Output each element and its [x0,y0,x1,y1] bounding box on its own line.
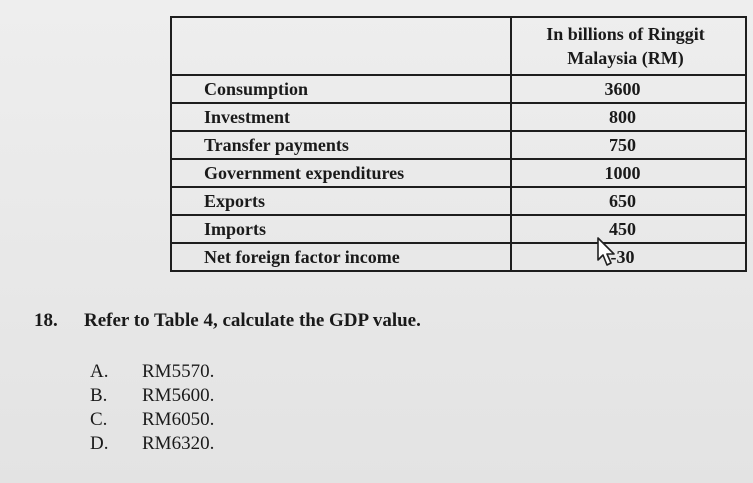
option-b[interactable] [90,384,214,408]
table-cell-value: 800 [511,103,746,131]
table-row [171,131,746,159]
table-header-blank [171,17,511,75]
table-cell-item: Government expenditures [171,159,511,187]
table-row [171,215,746,243]
question-text: Refer to Table 4, calculate the GDP value. [84,310,421,331]
table-cell-value: 3600 [511,75,746,103]
table-cell-value: 750 [511,131,746,159]
option-a[interactable] [90,360,214,384]
table-cell-item: Investment [171,103,511,131]
table-cell-value: -30 [511,243,746,271]
table-cell-item: Net foreign factor income [171,243,511,271]
table-row [171,75,746,103]
question-number: 18. [34,310,58,331]
table-cell-item: Exports [171,187,511,215]
option-text: RM5600. [142,385,215,406]
table-row [171,159,746,187]
answer-options [90,360,214,456]
question-18 [34,310,421,332]
option-letter: C. [90,409,108,430]
gdp-table [170,16,747,272]
table-row [171,103,746,131]
option-letter: D. [90,433,109,454]
option-text: RM5570. [142,361,215,382]
mouse-pointer-icon [596,236,618,268]
option-letter: A. [90,361,109,382]
table-cell-item: Consumption [171,75,511,103]
option-c[interactable] [90,408,214,432]
table-cell-item: Imports [171,215,511,243]
option-text: RM6320. [142,433,215,454]
option-text: RM6050. [142,409,215,430]
option-letter: B. [90,385,108,406]
table-cell-value: 650 [511,187,746,215]
table-cell-item: Transfer payments [171,131,511,159]
option-d[interactable] [90,432,214,456]
table-row [171,243,746,271]
table-header-row [171,17,746,75]
table-header-unit: In billions of Ringgit Malaysia (RM) [511,17,746,75]
table-cell-value: 450 [511,215,746,243]
table-cell-value: 1000 [511,159,746,187]
table-row [171,187,746,215]
